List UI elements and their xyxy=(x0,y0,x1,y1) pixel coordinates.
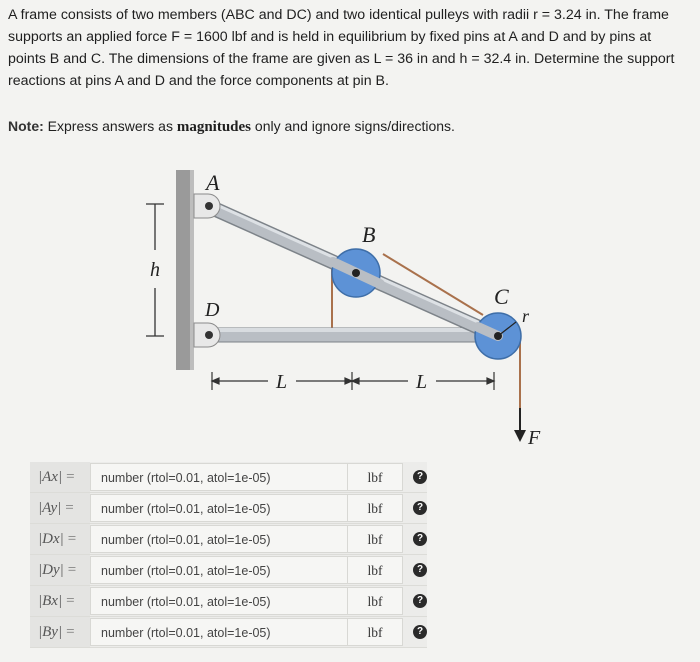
pin-d xyxy=(194,323,220,347)
unit-label: lbf xyxy=(348,587,403,615)
help-icon[interactable]: ? xyxy=(413,470,427,484)
answer-input-by[interactable]: number (rtol=0.01, atol=1e-05) xyxy=(90,618,348,646)
unit-label: lbf xyxy=(348,618,403,646)
label-r: r xyxy=(522,306,530,326)
help-icon[interactable]: ? xyxy=(413,594,427,608)
help-icon[interactable]: ? xyxy=(413,625,427,639)
unit-label: lbf xyxy=(348,463,403,491)
var-label: |Bx| = xyxy=(30,586,90,616)
label-a: A xyxy=(206,170,220,195)
member-dc xyxy=(200,328,500,342)
unit-label: lbf xyxy=(348,525,403,553)
answer-row-dx xyxy=(30,524,427,555)
label-l2: L xyxy=(416,371,428,393)
answer-input-ax[interactable]: number (rtol=0.01, atol=1e-05) xyxy=(90,463,348,491)
frame-figure xyxy=(0,150,700,460)
help-icon[interactable]: ? xyxy=(413,563,427,577)
problem-line-1: A frame consists of two members (ABC and DC) and two identical pulleys with radii r = 3.24 in. The frame xyxy=(8,7,669,23)
label-l1: L xyxy=(276,371,288,393)
pin-a xyxy=(194,194,220,218)
note xyxy=(8,118,455,136)
answer-input-dy[interactable]: number (rtol=0.01, atol=1e-05) xyxy=(90,556,348,584)
answer-row-ay xyxy=(30,493,427,524)
label-h: h xyxy=(150,259,160,281)
var-label: |Dy| = xyxy=(30,555,90,585)
answer-row-bx xyxy=(30,586,427,617)
label-d: D xyxy=(205,299,220,321)
force-arrow xyxy=(514,408,526,442)
problem-line-3: points B and C. The dimensions of the frame are given as L = 36 in and h = 32.4 in. Determine the support xyxy=(8,51,675,67)
help-icon[interactable]: ? xyxy=(413,532,427,546)
problem-line-2: supports an applied force F = 1600 lbf and is held in equilibrium by fixed pins at A and D and by pins at xyxy=(8,29,652,45)
answer-row-by xyxy=(30,617,427,648)
help-icon[interactable]: ? xyxy=(413,501,427,515)
unit-label: lbf xyxy=(348,494,403,522)
l-dimension xyxy=(212,372,494,390)
label-b: B xyxy=(362,222,376,247)
note-text-b: only and ignore signs/directions. xyxy=(251,118,455,134)
answer-input-dx[interactable]: number (rtol=0.01, atol=1e-05) xyxy=(90,525,348,553)
label-c: C xyxy=(494,284,509,309)
note-keyword: magnitudes xyxy=(176,119,252,135)
var-label: |Dx| = xyxy=(30,524,90,554)
pulley-c xyxy=(475,313,521,359)
pulley-b xyxy=(332,249,380,297)
problem-line-4: reactions at pins A and D and the force components at pin B. xyxy=(8,73,389,89)
var-label: |Ay| = xyxy=(30,493,90,523)
answer-input-bx[interactable]: number (rtol=0.01, atol=1e-05) xyxy=(90,587,348,615)
note-label: Note: xyxy=(8,118,44,134)
unit-label: lbf xyxy=(348,556,403,584)
answer-row-dy xyxy=(30,555,427,586)
answer-row-ax xyxy=(30,462,427,493)
answer-input-ay[interactable]: number (rtol=0.01, atol=1e-05) xyxy=(90,494,348,522)
answer-table xyxy=(30,462,427,648)
label-f: F xyxy=(528,427,541,449)
problem-statement xyxy=(8,4,688,92)
var-label: |Ax| = xyxy=(30,462,90,492)
var-label: |By| = xyxy=(30,617,90,647)
note-text-a: Express answers as xyxy=(43,118,177,134)
